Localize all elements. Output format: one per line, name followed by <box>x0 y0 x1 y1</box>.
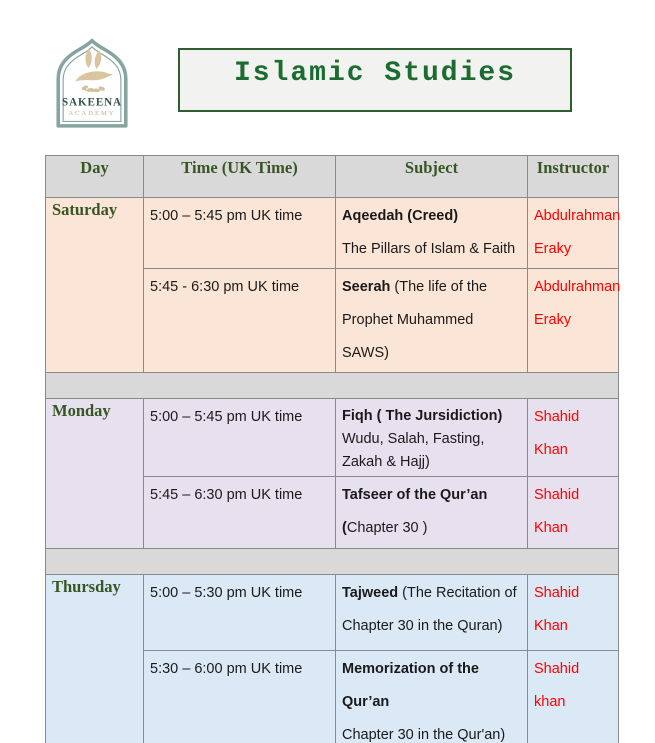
header-day: Day <box>46 156 144 198</box>
header-subject: Subject <box>336 156 528 198</box>
instructor-cell: Abdulrahman Eraky <box>528 269 619 373</box>
subject-cell <box>336 269 528 373</box>
row-monday-1 <box>46 399 619 477</box>
time-cell: 5:45 – 6:30 pm UK time <box>144 477 336 549</box>
instructor-cell: Shahid Khan <box>528 575 619 651</box>
academy-subtitle-text: ACADEMY <box>68 110 116 118</box>
subject-cell <box>336 477 528 549</box>
subject-title: Tajweed <box>342 585 399 601</box>
subject-detail: Chapter 30 ) <box>346 520 428 536</box>
academy-name-text: SAKEENA <box>62 96 122 109</box>
day-cell-monday: Monday <box>46 399 144 549</box>
time-cell: 5:30 – 6:00 pm UK time <box>144 651 336 743</box>
subject-detail: Wudu, Salah, Fasting, Zakah & Hajj) <box>342 431 485 470</box>
separator-cell <box>46 373 619 399</box>
subject-cell <box>336 575 528 651</box>
time-cell: 5:00 – 5:45 pm UK time <box>144 399 336 477</box>
day-cell-saturday: Saturday <box>46 198 144 373</box>
subject-title: Aqeedah (Creed) <box>342 208 459 224</box>
separator-row <box>46 549 619 575</box>
instructor-cell: Shahid Khan <box>528 477 619 549</box>
subject-title: Memorization of the Qur’an <box>342 661 479 710</box>
time-cell: 5:45 - 6:30 pm UK time <box>144 269 336 373</box>
subject-cell <box>336 399 528 477</box>
header-instructor: Instructor <box>528 156 619 198</box>
separator-row <box>46 373 619 399</box>
course-title-box <box>178 48 572 112</box>
instructor-cell: Abdulrahman Eraky <box>528 198 619 269</box>
separator-cell <box>46 549 619 575</box>
subject-cell <box>336 651 528 743</box>
subject-title: Tafseer of the Qur’an <box>342 487 488 503</box>
academy-logo-graphic <box>52 37 132 133</box>
day-cell-thursday: Thursday <box>46 575 144 743</box>
header-row <box>46 156 619 198</box>
academy-logo <box>52 37 132 133</box>
subject-detail: The Pillars of Islam & Faith <box>342 241 516 257</box>
subject-detail-prefix: ( <box>342 520 347 536</box>
time-cell: 5:00 – 5:30 pm UK time <box>144 575 336 651</box>
row-saturday-1 <box>46 198 619 269</box>
subject-title: Fiqh ( The Jursidiction) <box>342 408 503 424</box>
header-time: Time (UK Time) <box>144 156 336 198</box>
subject-detail: (The life of the Prophet Muhammed SAWS) <box>342 279 488 361</box>
course-title: Islamic Studies <box>233 58 517 89</box>
instructor-cell: Shahid khan <box>528 651 619 743</box>
subject-cell <box>336 198 528 269</box>
time-cell: 5:00 – 5:45 pm UK time <box>144 198 336 269</box>
subject-detail: (The Recitation of Chapter 30 in the Quran) <box>342 585 517 634</box>
subject-title: Seerah <box>342 279 391 295</box>
schedule-table <box>45 155 619 743</box>
instructor-cell: Shahid Khan <box>528 399 619 477</box>
subject-detail: Chapter 30 in the Qur'an) <box>342 727 506 743</box>
row-thursday-1 <box>46 575 619 651</box>
